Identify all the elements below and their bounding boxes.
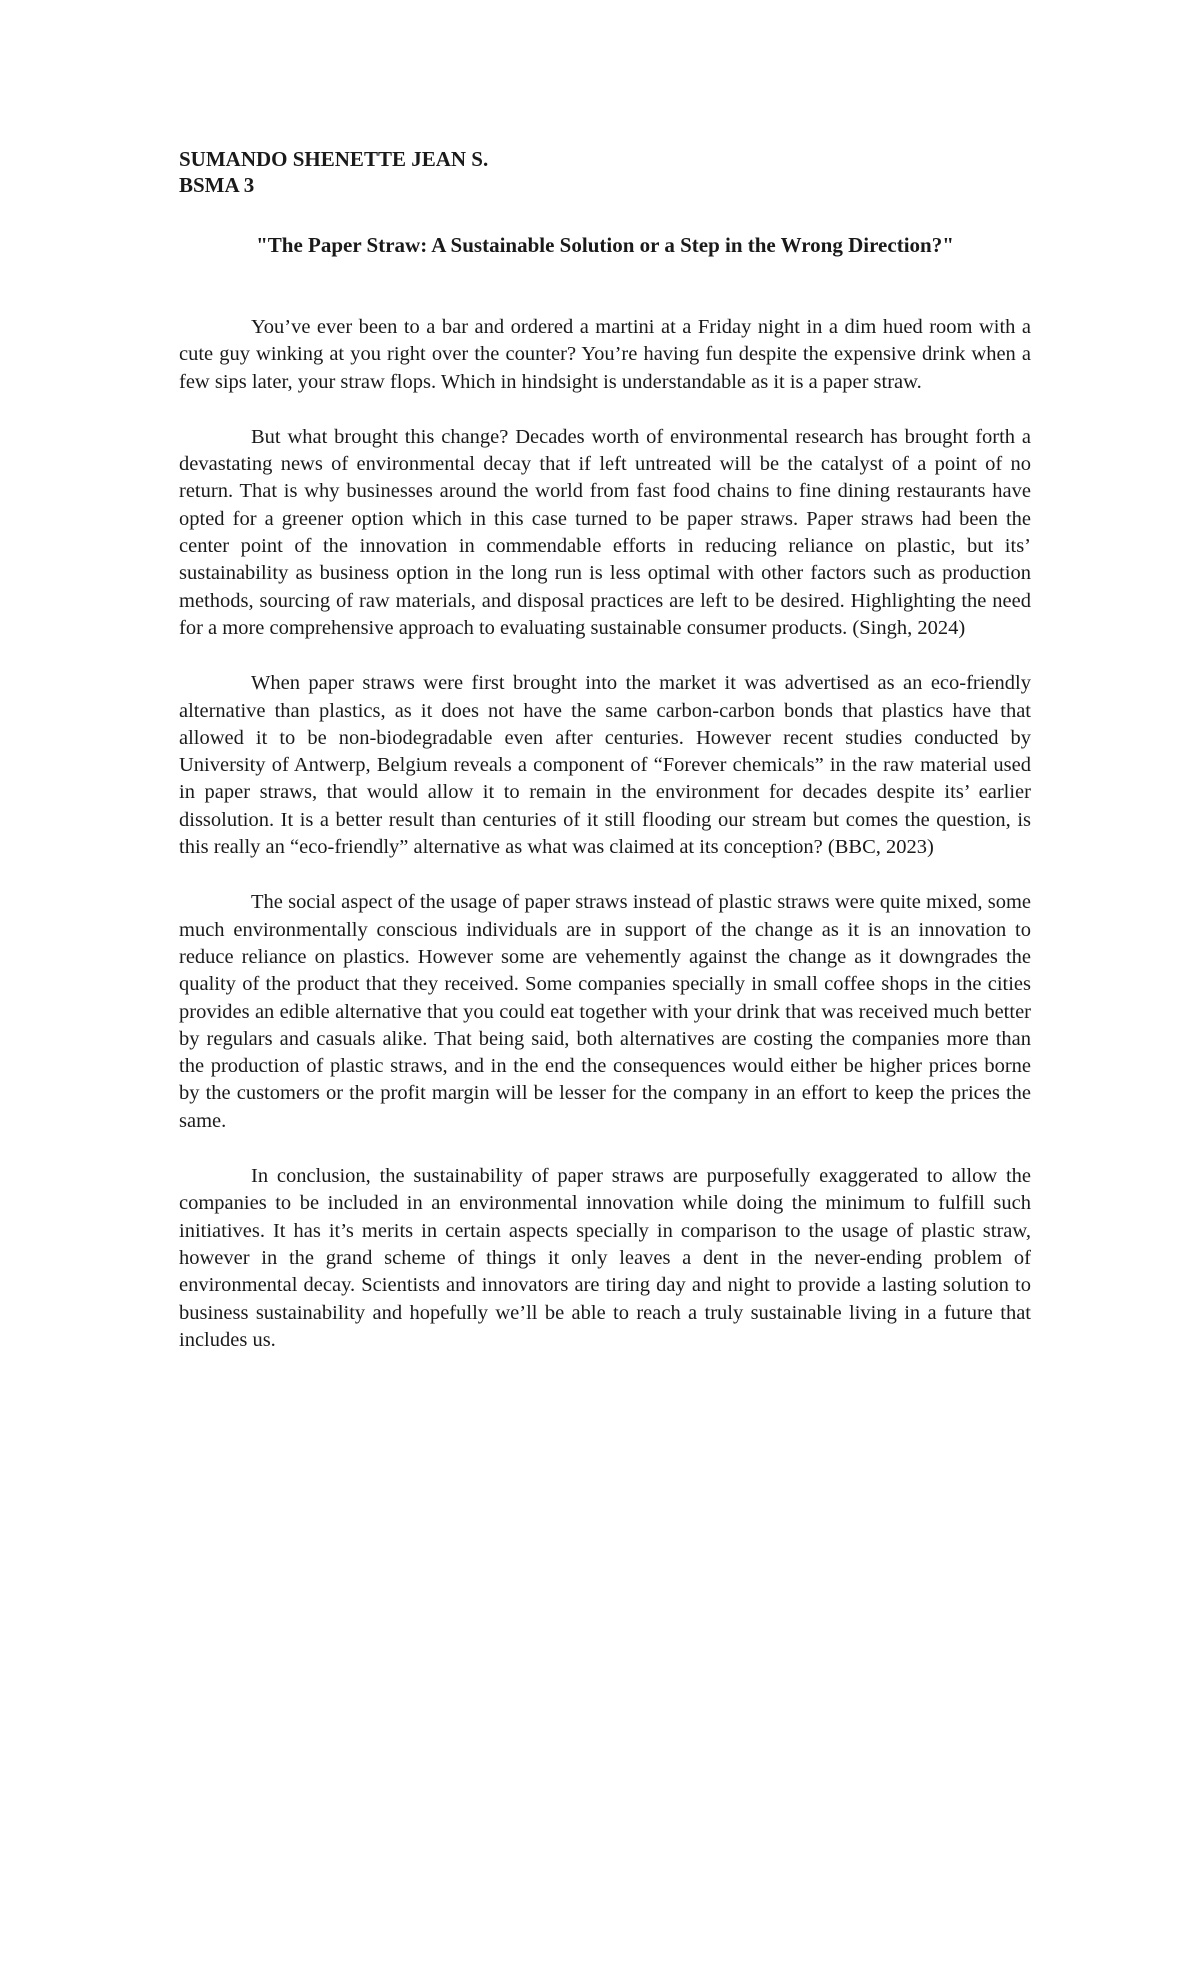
document-content	[179, 146, 1031, 1382]
author-name: SUMANDO SHENETTE JEAN S.	[179, 147, 489, 171]
course-section: BSMA 3	[179, 173, 255, 197]
author-block	[179, 146, 1031, 198]
paragraph-background: But what brought this change? Decades worth of environmental research has brought forth a devastating news of environmental decay that if left untreated will be the catalyst of a point of no return. That is why businesses around the world from fast food chains to fine dining restaurants have opted for a greener option which in this case turned to be paper straws. Paper straws had been the center point of the innovation in commendable efforts in reducing reliance on plastic, but its’ sustainability as business option in the long run is less optimal with other factors such as production methods, sourcing of raw materials, and disposal practices are left to be desired. Highlighting the need for a more comprehensive approach to evaluating sustainable consumer products. (Singh, 2024)	[179, 425, 1031, 639]
paragraph-environmental: When paper straws were first brought into the market it was advertised as an eco-friendly alternative than plastics, as it does not have the same carbon-carbon bonds that plastics have that allowed it to be non-biodegradable even after centuries. However recent studies conducted by University of Antwerp, Belgium reveals a component of “Forever chemicals” in the raw material used in paper straws, that would allow it to remain in the environment for decades despite its’ earlier dissolution. It is a better result than centuries of it still flooding our stream but comes the question, is this really an “eco-friendly” alternative as what was claimed at its conception? (BBC, 2023)	[179, 672, 1031, 859]
essay-body	[179, 314, 1031, 1354]
paragraph-intro: You’ve ever been to a bar and ordered a martini at a Friday night in a dim hued room with a cute guy winking at you right over the counter? You’re having fun despite the expensive drink when a few sips later, your straw flops. Which in hindsight is understandable as it is a paper straw.	[179, 316, 1031, 393]
essay-title: "The Paper Straw: A Sustainable Solution or a Step in the Wrong Direction?"	[256, 233, 954, 257]
paragraph-conclusion: In conclusion, the sustainability of paper straws are purposefully exaggerated to allow the companies to be included in an environmental innovation while doing the minimum to fulfill such initiatives. It has it’s merits in certain aspects specially in comparison to the usage of plastic straw, however in the grand scheme of things it only leaves a dent in the never-ending problem of environmental decay. Scientists and innovators are tiring day and night to provide a lasting solution to business sustainability and hopefully we’ll be able to reach a truly sustainable living in a future that includes us.	[179, 1165, 1031, 1351]
paragraph-social: The social aspect of the usage of paper straws instead of plastic straws were quite mixed, some much environmentally conscious individuals are in support of the change as it is an innovation to reduce reliance on plastics. However some are vehemently against the change as it downgrades the quality of the product that they received. Some companies specially in small coffee shops in the cities provides an edible alternative that you could eat together with your drink that was received much better by regulars and casuals alike. That being said, both alternatives are costing the companies more than the production of plastic straws, and in the end the consequences would either be higher prices borne by the customers or the profit margin will be lesser for the company in an effort to keep the prices the same.	[179, 891, 1031, 1132]
